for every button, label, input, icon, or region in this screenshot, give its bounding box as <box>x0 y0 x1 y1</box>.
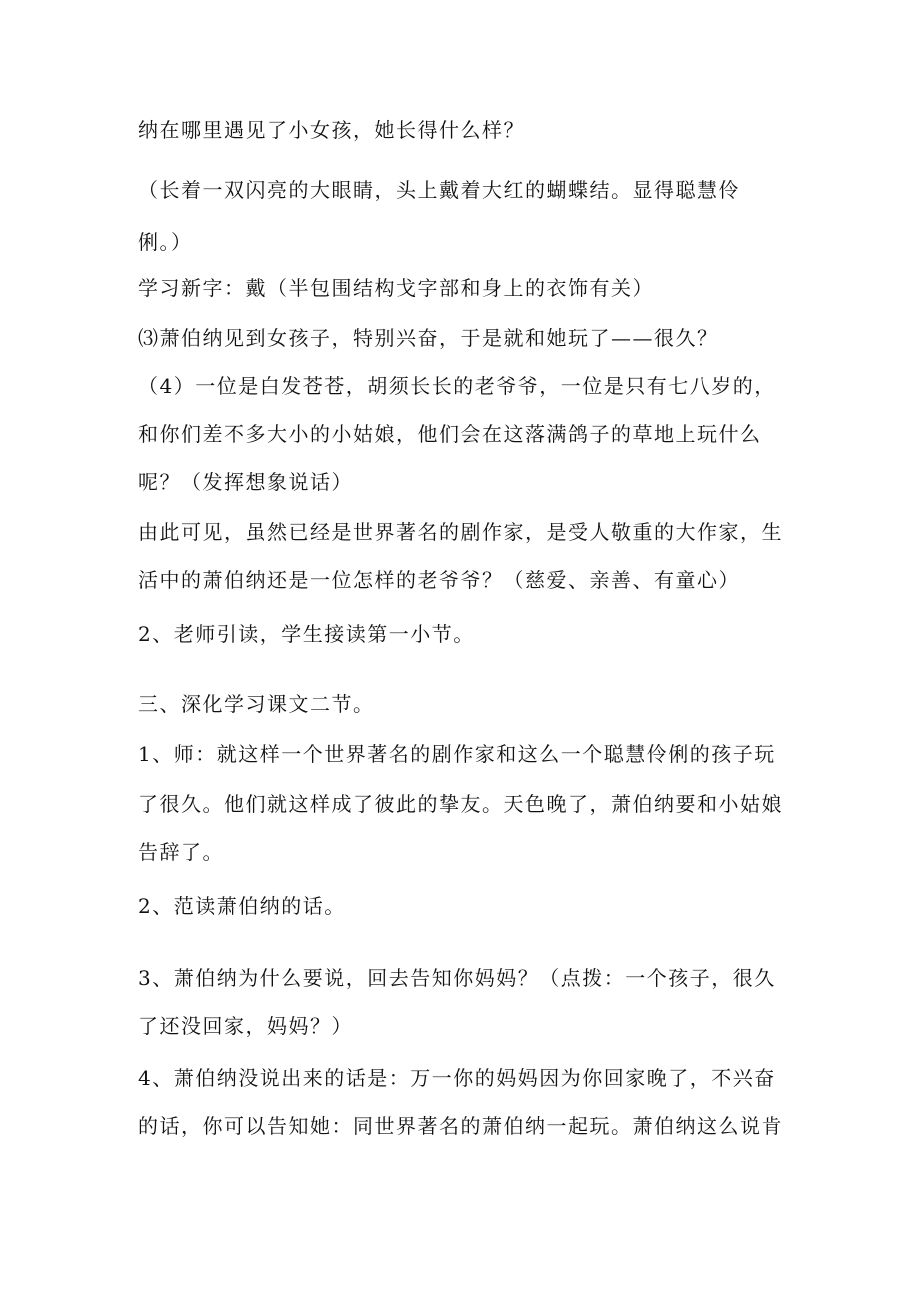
text-line-8: 呢？（发挥想象说话） <box>138 470 353 494</box>
text-line-4: 学习新字：戴（半包围结构戈字部和身上的衣饰有关） <box>138 276 654 300</box>
text-line-11: 2、老师引读，学生接读第一小节。 <box>138 622 475 646</box>
text-line-18: 了还没回家，妈妈？） <box>138 1014 353 1038</box>
text-line-20: 的话，你可以告知她：同世界著名的萧伯纳一起玩。萧伯纳这么说肯 <box>138 1114 783 1138</box>
text-line-10: 活中的萧伯纳还是一位怎样的老爷爷？（慈爱、亲善、有童心） <box>138 568 740 592</box>
text-line-19: 4、萧伯纳没说出来的话是：万一你的妈妈因为你回家晚了，不兴奋 <box>138 1066 776 1090</box>
text-line-14: 了很久。他们就这样成了彼此的挚友。天色晚了，萧伯纳要和小姑娘 <box>138 792 783 816</box>
text-line-15: 告辞了。 <box>138 840 224 864</box>
text-line-7: 和你们差不多大小的小姑娘，他们会在这落满鸽子的草地上玩什么 <box>138 422 762 446</box>
text-line-13: 1、师：就这样一个世界著名的剧作家和这么一个聪慧伶俐的孩子玩 <box>138 742 776 766</box>
text-line-3: 俐。） <box>138 230 193 254</box>
text-line-6: （4）一位是白发苍苍，胡须长长的老爷爷，一位是只有七八岁的， <box>138 374 776 398</box>
text-line-17: 3、萧伯纳为什么要说，回去告知你妈妈？（点拨：一个孩子，很久 <box>138 966 776 990</box>
text-line-12: 三、深化学习课文二节。 <box>138 692 375 716</box>
text-line-1: 纳在哪里遇见了小女孩，她长得什么样？ <box>138 118 525 142</box>
text-line-2: （长着一双闪亮的大眼睛，头上戴着大红的蝴蝶结。显得聪慧伶 <box>138 178 740 202</box>
text-line-9: 由此可见，虽然已经是世界著名的剧作家，是受人敬重的大作家，生 <box>138 520 783 544</box>
text-line-16: 2、范读萧伯纳的话。 <box>138 894 346 918</box>
text-line-5: ⑶萧伯纳见到女孩子，特别兴奋，于是就和她玩了——很久？ <box>138 326 719 350</box>
